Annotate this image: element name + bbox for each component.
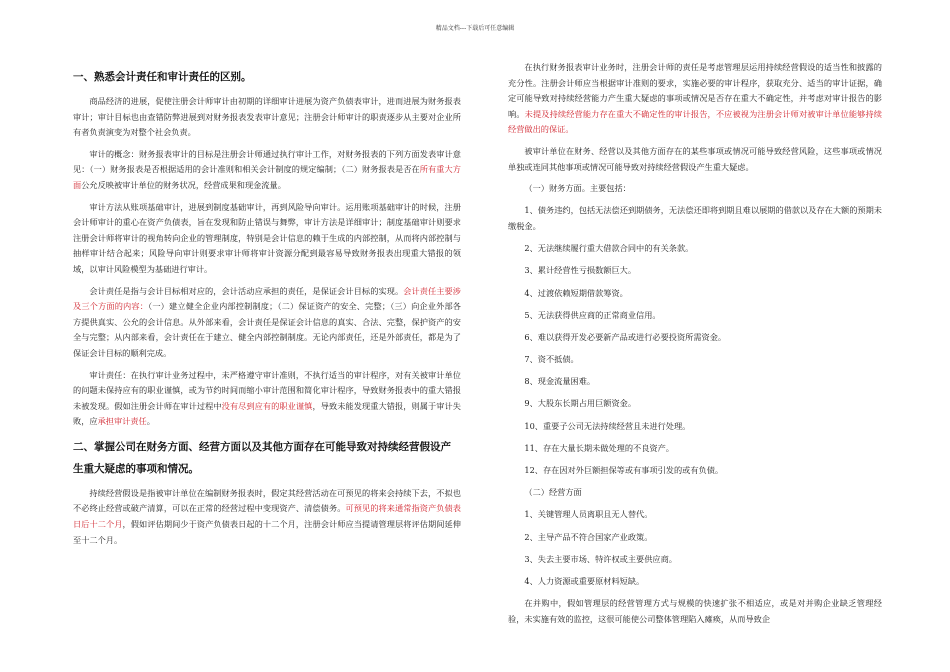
paragraph: 在并购中，假如管理层的经营管理方式与规模的快速扩张不相适应，或是对并购企业缺乏管理经验，未实施有效的监控，这很可能使公司整体管理陷入瘫痪，从而导致企	[508, 598, 882, 624]
list-item: 5、无法获得供应商的正常商业信用。	[524, 309, 661, 320]
page-header: 精品文档---下载后可任意编辑	[435, 25, 515, 32]
list-item: 2、无法继续履行重大借款合同中的有关条款。	[524, 243, 694, 254]
list-item: 7、资不抵债。	[524, 354, 579, 365]
highlight-text: 没有尽到应有的职业谨慎	[221, 400, 313, 411]
list-item: 3、累计经营性亏损数额巨大。	[524, 265, 637, 276]
highlight-text: 所有重大方面	[73, 164, 461, 190]
highlight-text: 可预见的将来通常指资产负债表日后十二个月	[73, 503, 461, 530]
list-item: 4、人力资源或重要原材料短缺。	[524, 575, 645, 586]
paragraph: 持续经营假设是指被审计单位在编制财务报表时，假定其经营活动在可预见的将来会持续下去，不拟也不必终止经营或破产清算，可以在正常的经营过程中变现资产、清偿债务。可预见的将来通常指资产负债表日后十二个月，假如评估期间少于资产负债表日起的十二个月，注册会计师应当提请管理层将评估期间延伸至十二个月。	[73, 487, 461, 545]
section-heading-1: 一、熟悉会计责任和审计责任的区别。	[73, 71, 252, 83]
list-item: 1、关键管理人员离职且无人替代。	[524, 509, 653, 520]
list-item: 3、失去主要市场、特许权或主要供应商。	[524, 553, 677, 564]
paragraph: 被审计单位在财务、经营以及其他方面存在的某些事项或情况可能导致经营风险，这些事项或情况单独或连同其他事项或情况可能导致对持续经营假设产生重大疑虑。	[508, 145, 882, 172]
highlight-text: 会计责任主要涉及三个方面的内容：	[73, 285, 461, 312]
left-column	[73, 60, 461, 554]
list-item: 12、存在因对外巨额担保等或有事项引发的或有负债。	[524, 465, 724, 475]
list-item: 8、现金流量困难。	[524, 376, 596, 387]
list-item: 6、难以获得开发必要新产品或进行必要投资所需资金。	[524, 331, 727, 342]
list-item: 11、存在大量长期未做处理的不良资产。	[524, 442, 674, 453]
right-column	[508, 60, 882, 633]
paragraph: 商品经济的进展，促使注册会计师审计由初期的详细审计进展为资产负债表审计，进而进展为财务报表审计；审计目标也由查错防弊进展到对财务报表发表审计意见；注册会计师审计的职责逐步从主要对企业所有者负责演变为对整个社会负责。	[73, 96, 461, 138]
highlight-text: 未提及持续经营能力存在重大不确定性的审计报告，不应被视为注册会计师对被审计单位能够持续经营做出的保证。	[508, 108, 882, 135]
list-item: 10、重要子公司无法持续经营且未进行处理。	[524, 420, 691, 431]
highlight-text: 承担审计责任	[97, 416, 147, 427]
paragraph: 审计方法从账项基础审计，进展到制度基础审计，再到风险导向审计。运用账项基础审计的时候，注册会计师审计的重心在资产负债表，旨在发现和防止错误与舞弊，审计方法是详细审计；制度基础审计则要求注册会计师将审计的视角转向企业的管理制度，特别是会计信息的赖于生成的内部控制，从而将内部控制与抽样审计结合起来；风险导向审计则要求审计师将审计资源分配到最容易导致财务报表出现重大错报的领域，以审计风险模型为基础进行审计。	[73, 201, 461, 274]
list-item: 9、大股东长期占用巨额资金。	[524, 398, 637, 409]
list-item: 4、过渡依赖短期借款筹资。	[524, 287, 628, 298]
section-heading-2: 二、掌握公司在财务方面、经营方面以及其他方面存在可能导致对持续经营假设产生重大疑虑的事项和情况。	[73, 440, 451, 475]
subsection-title: （一）财务方面。主要包括：	[524, 183, 631, 194]
paragraph: 会计责任是指与会计目标相对应的，会计活动应承担的责任，是保证会计目标的实现。会计责任主要涉及三个方面的内容：（一）建立健全企业内部控制制度；（二）保证资产的安全、完整；（三）向企业外部各方提供真实、公允的会计信息。从外部来看，会计责任是保证会计信息的真实、合法、完整，保护资产的安全与完整；从内部来看，会计责任在于建立、健全内部控制制度。无论内部责任，还是外部责任，都是为了保证会计目标的顺利完成。	[73, 285, 461, 358]
paragraph: 在执行财务报表审计业务时，注册会计师的责任是考虑管理层运用持续经营假设的适当性和披露的充分性。注册会计师应当根据审计准则的要求，实施必要的审计程序，获取充分、适当的审计证据，确定可能导致对持续经营能力产生重大疑虑的事项或情况是否存在重大不确定性，并考虑对审计报告的影响。未提及持续经营能力存在重大不确定性的审计报告，不应被视为注册会计师对被审计单位能够持续经营做出的保证。	[508, 62, 882, 135]
list-item: 1、债务违约，包括无法偿还到期债务，无法偿还即将到期且难以展期的借款以及存在大额的预期未缴税金。	[508, 205, 882, 231]
paragraph: 审计的概念：财务报表审计的目标是注册会计师通过执行审计工作，对财务报表的下列方面发表审计意见：（一）财务报表是否根据适用的会计准则和相关会计制度的规定编制；（二）财务报表是否在所有重大方面公允反映被审计单位的财务状况，经营成果和现金流量。	[73, 148, 461, 190]
list-item: 2、主导产品不符合国家产业政策。	[524, 531, 653, 542]
subsection-title: （二）经营方面	[524, 487, 582, 498]
paragraph: 审计责任：在执行审计业务过程中，未严格遵守审计准则，不执行适当的审计程序，对有关被审计单位的问题未保持应有的职业谨慎，或为节约时间而缩小审计范围和简化审计程序，导致财务报表中的重大错报未被发现。假如注册会计师在审计过程中没有尽到应有的职业谨慎，导致未能发现重大错报，则属于审计失败，应承担审计责任。	[73, 369, 461, 427]
